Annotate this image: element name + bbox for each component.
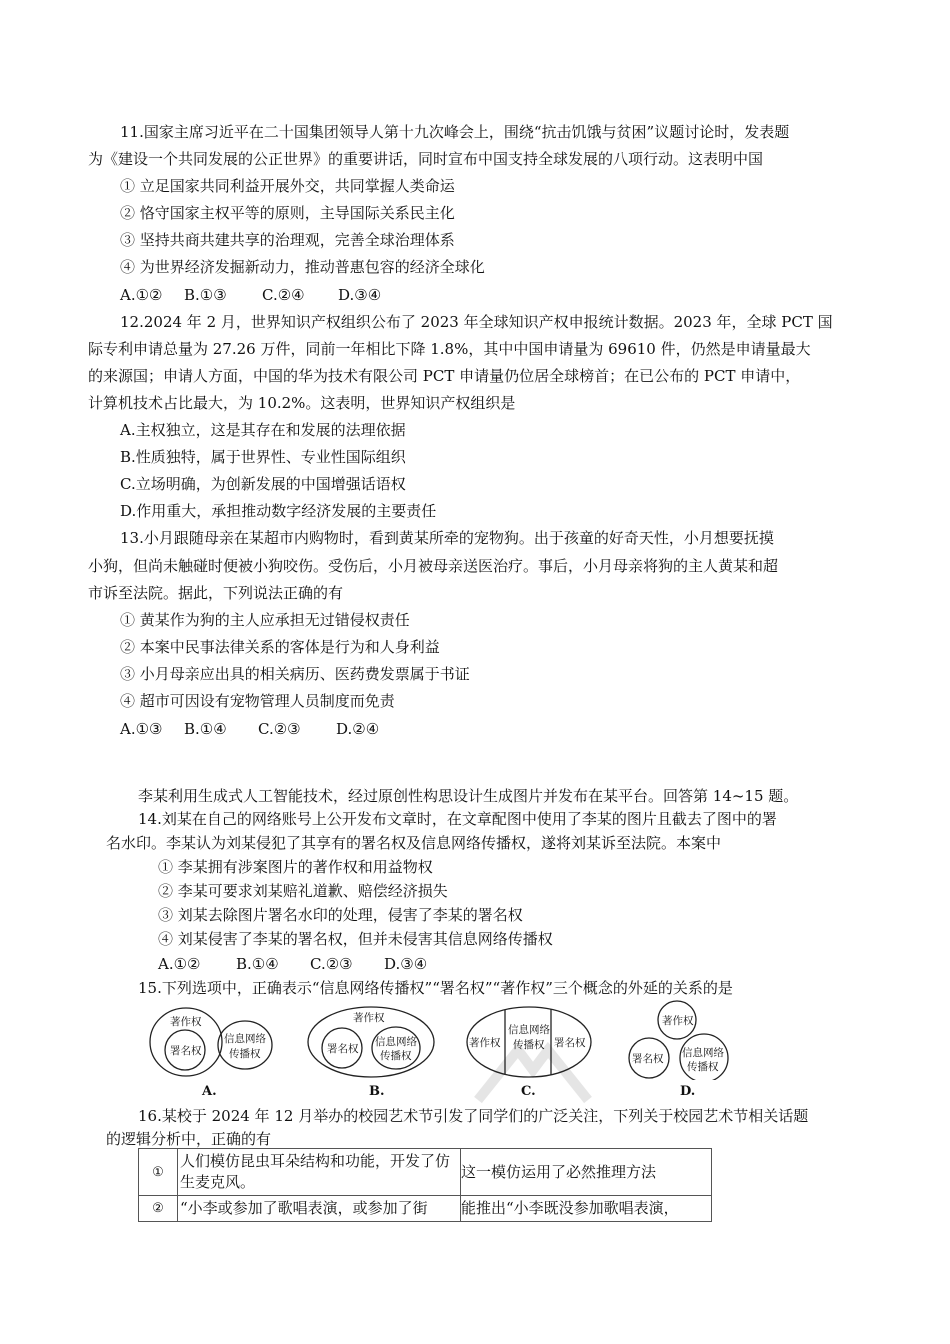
q13-option-d: D.②④ <box>336 720 380 738</box>
q14-stem-line2: 名水印。李某认为刘某侵犯了其享有的署名权及信息网络传播权，遂将刘某诉至法院。本案中 <box>106 834 722 852</box>
q13-item-4: ④ 超市可因设有宠物管理人员制度而免责 <box>120 692 395 710</box>
diagram-b-zzq: 著作权 <box>353 1012 385 1024</box>
q15-stem: 15.下列选项中，正确表示“信息网络传播权”“署名权”“著作权”三个概念的外延的关系的是 <box>138 979 733 997</box>
diagram-a-smq: 署名权 <box>170 1045 202 1057</box>
q12-stem-line2: 际专利申请总量为 27.26 万件，同前一年相比下降 1.8%，其中中国申请量为 69610 件，仍然是申请量最大 <box>88 340 811 358</box>
q16-row1-right: 这一模仿运用了必然推理方法 <box>461 1149 712 1196</box>
q11-option-a: A.①② <box>120 286 163 304</box>
q16-row2-num: ② <box>139 1196 178 1222</box>
q11-item-3: ③ 坚持共商共建共享的治理观，完善全球治理体系 <box>120 231 455 249</box>
q12-option-c: C.立场明确，为创新发展的中国增强话语权 <box>120 475 406 493</box>
q15-diagram-a <box>148 1004 274 1080</box>
q11-item-2: ② 恪守国家主权平等的原则，主导国际关系民主化 <box>120 204 455 222</box>
q14-item-3: ③ 刘某去除图片署名水印的处理，侵害了李某的署名权 <box>158 906 523 924</box>
diagram-c-xx2: 传播权 <box>513 1039 545 1051</box>
q15-label-a: A. <box>202 1084 217 1099</box>
q12-option-a: A.主权独立，这是其存在和发展的法理依据 <box>120 421 406 439</box>
q11-stem-line1: 11.国家主席习近平在二十国集团领导人第十九次峰会上，围绕“抗击饥饿与贫困”议题讨论时，发表题 <box>120 123 790 141</box>
q13-stem-line2: 小狗，但尚未触碰时便被小狗咬伤。受伤后，小月被母亲送医治疗。事后，小月母亲将狗的主人黄某和超 <box>88 557 779 575</box>
diagram-c-smq: 署名权 <box>554 1037 586 1049</box>
q15-label-d: D. <box>680 1084 696 1099</box>
diagram-c-zzq: 著作权 <box>469 1037 501 1049</box>
q11-options <box>120 285 381 305</box>
q12-option-b: B.性质独特，属于世界性、专业性国际组织 <box>120 448 406 466</box>
diagram-b-xx1: 信息网络 <box>375 1036 417 1048</box>
q11-item-1: ① 立足国家共同利益开展外交，共同掌握人类命运 <box>120 177 455 195</box>
diagram-b-smq: 署名权 <box>327 1043 359 1055</box>
q13-item-2: ② 本案中民事法律关系的客体是行为和人身利益 <box>120 638 440 656</box>
table-row <box>139 1196 712 1222</box>
diagram-b-right-circle <box>372 1027 420 1069</box>
q14-option-d: D.③④ <box>384 955 428 973</box>
q13-options <box>120 719 379 739</box>
q13-option-b: B.①④ <box>184 720 227 738</box>
table-row <box>139 1149 712 1196</box>
q13-stem-line1: 13.小月跟随母亲在某超市内购物时，看到黄某所牵的宠物狗。出于孩童的好奇天性，小月想要抚摸 <box>120 529 774 547</box>
q16-row1-left: 人们模仿昆虫耳朵结构和功能，开发了仿生麦克风。 <box>178 1149 461 1196</box>
q16-stem-line1: 16.某校于 2024 年 12 月举办的校园艺术节引发了同学们的广泛关注，下列关于校园艺术节相关话题 <box>138 1107 809 1125</box>
q14-item-4: ④ 刘某侵害了李某的署名权，但并未侵害其信息网络传播权 <box>158 930 553 948</box>
q13-item-3: ③ 小月母亲应出具的相关病历、医药费发票属于书证 <box>120 665 470 683</box>
q15-diagram-d <box>624 1000 736 1080</box>
q13-item-1: ① 黄某作为狗的主人应承担无过错侵权责任 <box>120 611 410 629</box>
q15-diagram-c <box>465 1004 593 1080</box>
q16-stem-line2: 的逻辑分析中，正确的有 <box>106 1130 272 1148</box>
diagram-a-xx2: 传播权 <box>229 1048 261 1060</box>
q15-diagram-b <box>306 1004 436 1080</box>
q14-option-a: A.①② <box>158 955 201 973</box>
q14-item-2: ② 李某可要求刘某赔礼道歉、赔偿经济损失 <box>158 882 448 900</box>
diagram-d-xx1: 信息网络 <box>682 1047 724 1059</box>
material-text: 李某利用生成式人工智能技术，经过原创性构思设计生成图片并发布在某平台。回答第 14~15 题。 <box>138 787 799 805</box>
diagram-a-side-circle <box>218 1021 272 1069</box>
q14-option-b: B.①④ <box>236 955 279 973</box>
q11-stem-line2: 为《建设一个共同发展的公正世界》的重要讲话，同时宣布中国支持全球发展的八项行动。这表明中国 <box>88 150 764 168</box>
q13-option-c: C.②③ <box>258 720 301 738</box>
q15-label-b: B. <box>369 1084 385 1099</box>
diagram-d-zzq: 著作权 <box>662 1015 694 1027</box>
diagram-a-xx1: 信息网络 <box>224 1033 266 1045</box>
q14-option-c: C.②③ <box>310 955 353 973</box>
q16-table <box>138 1148 712 1222</box>
q12-stem-line4: 计算机技术占比最大，为 10.2%。这表明，世界知识产权组织是 <box>88 394 516 412</box>
q15-label-c: C. <box>521 1084 536 1099</box>
q14-item-1: ① 李某拥有涉案图片的著作权和用益物权 <box>158 858 433 876</box>
q16-row2-left: “小李或参加了歌唱表演，或参加了街 <box>178 1196 461 1222</box>
diagram-d-xx2: 传播权 <box>687 1061 719 1073</box>
q11-option-c: C.②④ <box>262 286 305 304</box>
diagram-c-xx1: 信息网络 <box>508 1024 550 1036</box>
q11-option-b: B.①③ <box>184 286 227 304</box>
q16-row1-num: ① <box>139 1149 178 1196</box>
q11-item-4: ④ 为世界经济发掘新动力，推动普惠包容的经济全球化 <box>120 258 485 276</box>
diagram-d-smq: 署名权 <box>632 1053 664 1065</box>
q13-stem-line3: 市诉至法院。据此，下列说法正确的有 <box>88 584 344 602</box>
q14-options <box>158 954 427 974</box>
diagram-b-xx2: 传播权 <box>380 1050 412 1062</box>
q16-row2-right: 能推出“小李既没参加歌唱表演， <box>461 1196 712 1222</box>
diagram-a-zzq: 著作权 <box>170 1016 202 1028</box>
q13-option-a: A.①③ <box>120 720 163 738</box>
q11-option-d: D.③④ <box>338 286 382 304</box>
q12-stem-line3: 的来源国；申请人方面，中国的华为技术有限公司 PCT 申请量仍位居全球榜首；在已公布的 PCT 申请中， <box>88 367 801 385</box>
q14-stem-line1: 14.刘某在自己的网络账号上公开发布文章时，在文章配图中使用了李某的图片且截去了图中的署 <box>138 810 777 828</box>
q12-stem-line1: 12.2024 年 2 月，世界知识产权组织公布了 2023 年全球知识产权申报统计数据。2023 年，全球 PCT 国 <box>120 313 833 331</box>
q12-option-d: D.作用重大，承担推动数字经济发展的主要责任 <box>120 502 437 520</box>
